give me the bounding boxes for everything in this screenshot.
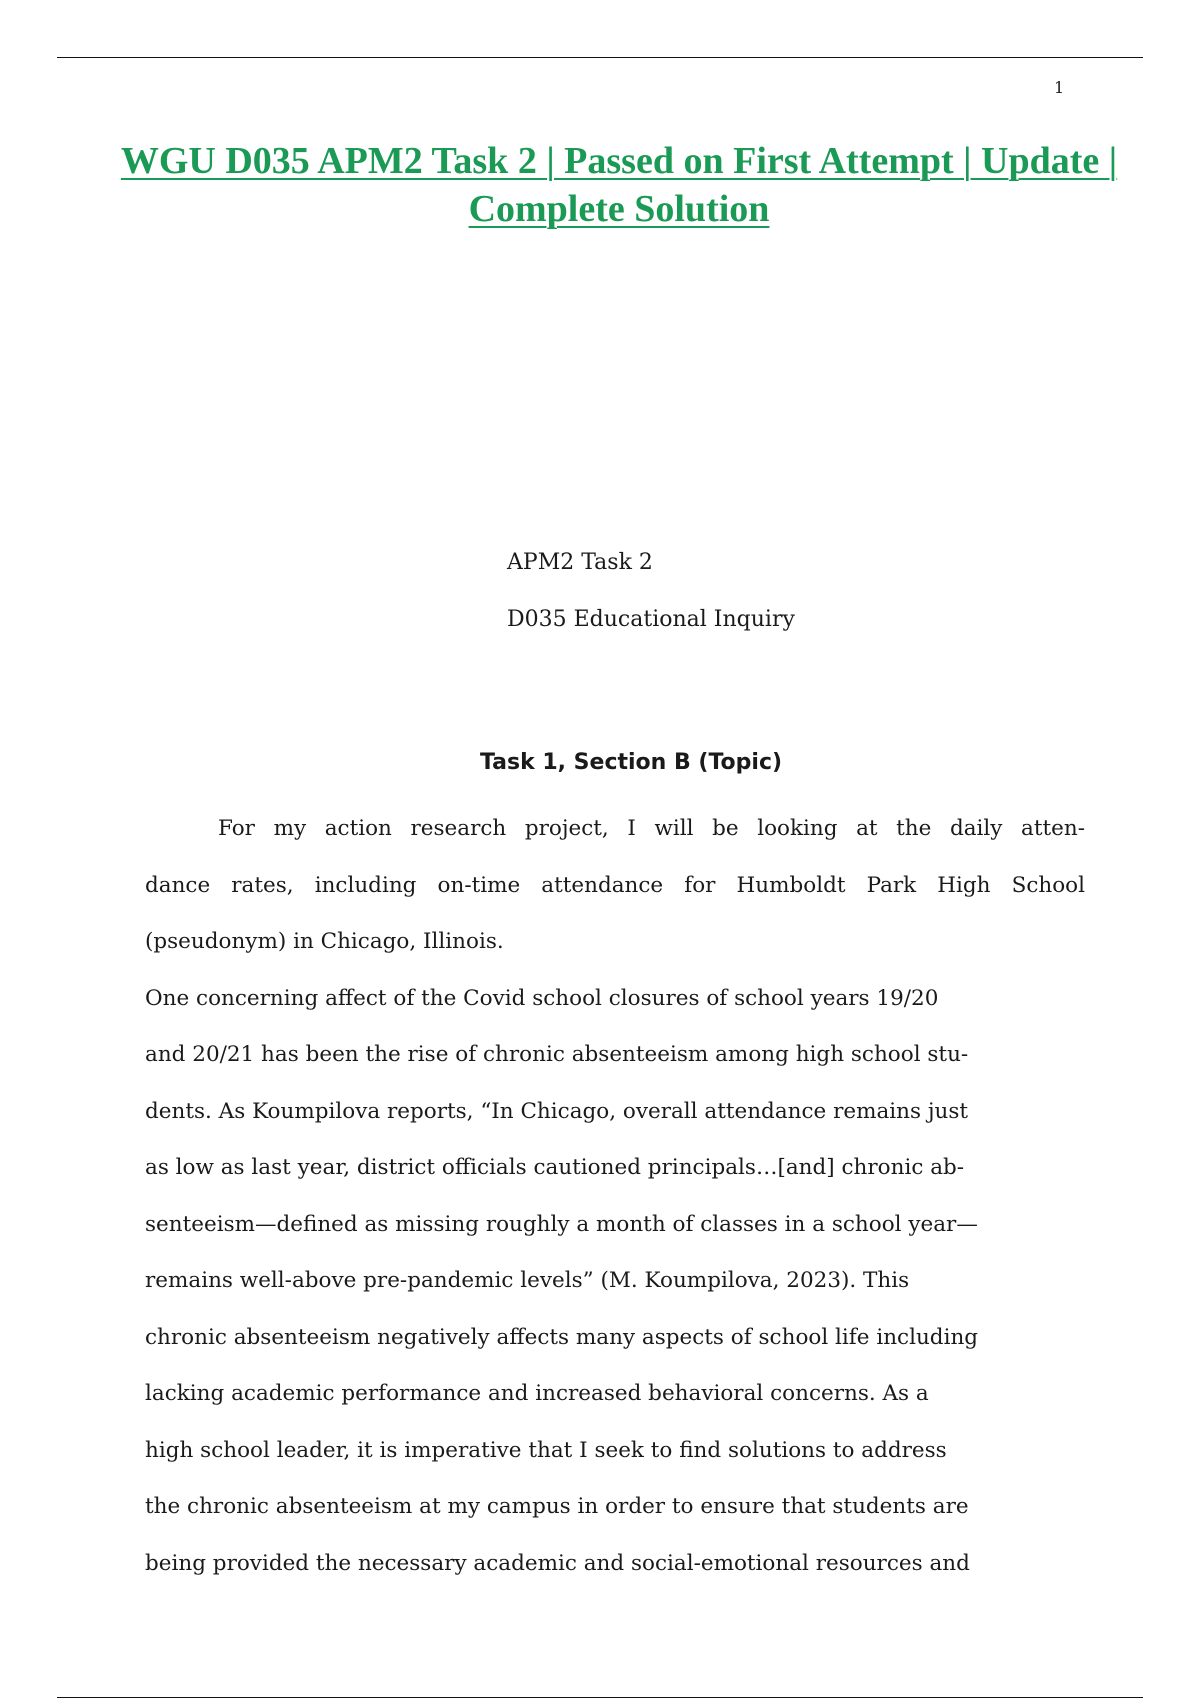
body-line: (pseudonym) in Chicago, Illinois.: [145, 929, 504, 954]
body-line: chronic absenteeism negatively affects many aspects of school life including: [145, 1324, 979, 1350]
body-line: the chronic absenteeism at my campus in order to ensure that students are: [145, 1494, 969, 1519]
section-heading: Task 1, Section B (Topic): [479, 750, 783, 775]
body-line: high school leader, it is imperative that I seek to find solutions to address: [145, 1437, 947, 1463]
course-name: D035 Educational Inquiry: [507, 607, 795, 632]
body-line: as low as last year, district officials cautioned principals…[and] chronic ab-: [145, 1155, 965, 1180]
assignment-name: APM2 Task 2: [507, 550, 653, 575]
body-line: remains well-above pre-pandemic levels” (M. Koumpilova, 2023). This: [145, 1268, 910, 1293]
bottom-rule: [57, 1697, 1143, 1698]
body-line: and 20/21 has been the rise of chronic absenteeism among high school stu-: [145, 1042, 969, 1067]
body-line: lacking academic performance and increased behavioral concerns. As a: [145, 1381, 929, 1406]
body-line: senteeism—defined as missing roughly a month of classes in a school year—: [145, 1211, 978, 1237]
body-text: [145, 801, 1085, 1592]
page-number: 1: [1054, 78, 1065, 97]
top-rule: [57, 57, 1143, 58]
body-line: dents. As Koumpilova reports, “In Chicago, overall attendance remains just: [145, 1098, 969, 1124]
body-line: One concerning affect of the Covid school closures of school years 19/20: [145, 985, 939, 1011]
body-line: being provided the necessary academic and social-emotional resources and: [145, 1550, 970, 1576]
document-title: WGU D035 APM2 Task 2 | Passed on First Attempt | Update | Complete Solution: [120, 140, 1118, 230]
body-line: dance rates, including on-time attendance for Humboldt Park High School: [145, 872, 1085, 898]
body-line: For my action research project, I will be looking at the daily atten-: [218, 816, 1085, 841]
